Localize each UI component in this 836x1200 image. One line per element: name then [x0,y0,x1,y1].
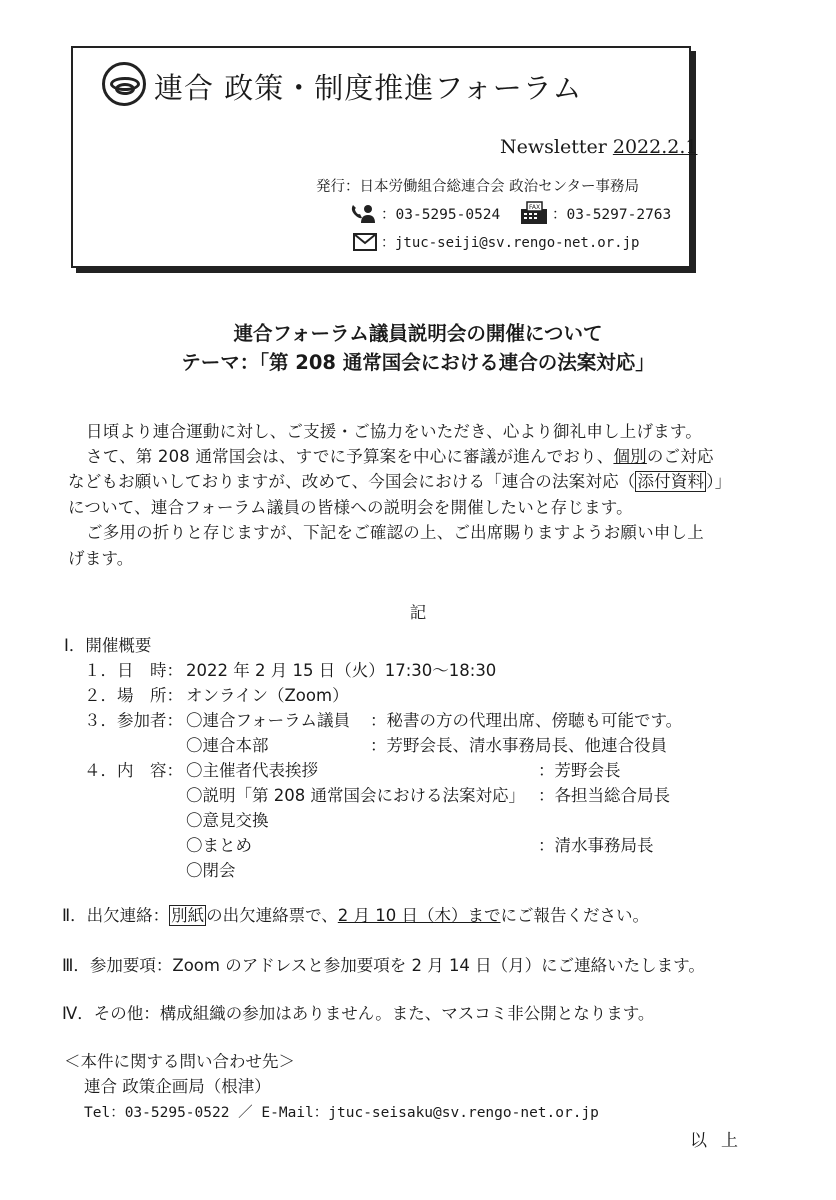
publisher: 発行：日本労働組合総連合会 政治センター事務局 [316,179,640,195]
content-row-2-speaker: ：各担当総合局長 [538,786,670,805]
section-2: Ⅱ．出欠連絡： 別紙 の出欠連絡票で、2 月 10 日（木）までにご報告ください。 [62,906,650,925]
item-participants-label: ３．参加者： [84,711,183,730]
participants-row-2-name: 〇連合本部 [186,736,269,755]
participants-row-2-note: ：芳野会長、清水事務局長、他連合役員 [370,736,667,755]
email-address: ：jtuc-seiji@sv.rengo-net.or.jp [381,235,640,251]
section-2-label: Ⅱ．出欠連絡： [62,906,170,925]
item-date-label: １．日 時： [84,661,183,680]
section-3-text: Zoom のアドレスと参加要項を 2 月 14 日（月）にご連絡いたします。 [172,956,705,975]
section-1-heading: Ⅰ．開催概要 [64,636,152,655]
newsletter-label: Newsletter [500,136,607,158]
phone-person-icon [350,202,376,224]
participants-row-1-name: 〇連合フォーラム議員 [186,711,351,730]
fax-number: ：03-5297-2763 [552,207,672,223]
item-place-value: オンライン（Zoom） [186,686,349,705]
request-line-1: ご多用の折りと存じますが、下記をご確認の上、ご出席賜りますようお願い申し上 [86,523,704,542]
attachment-boxed: 添付資料 [637,472,705,491]
svg-text:FAX: FAX [528,204,541,211]
section-3 [62,952,705,976]
intro-line-1: さて、第 208 通常国会は、すでに予算案を中心に審議が進んでおり、個別のご対応 [86,447,714,466]
section-4 [62,1000,654,1024]
section-4-text: 構成組織の参加はありません。また、マスコミ非公開となります。 [159,1004,655,1023]
content-row-4: 〇まとめ [186,836,252,855]
logo-icon [102,62,146,106]
document-theme: テーマ：「第 208 通常国会における連合の法案対応」 [181,351,655,374]
newsletter-date: 2022.2.1 [612,136,698,158]
request-line-2: げます。 [68,549,134,568]
participants-row-1-note: ：秘書の方の代理出席、傍聴も可能です。 [370,711,683,730]
document-title: 連合フォーラム議員説明会の開催について [233,322,603,345]
newsletter-issue [500,136,697,158]
item-content-label: ４．内 容： [84,761,183,780]
content-row-1-speaker: ：芳野会長 [538,761,621,780]
item-place-label: ２．場 所： [84,686,183,705]
content-row-2: 〇説明「第 208 通常国会における法案対応」 [186,786,525,805]
content-row-3: 〇意見交換 [186,811,269,830]
content-row-5: 〇閉会 [186,861,236,880]
deadline-underlined: 2 月 10 日（木）まで [337,906,501,925]
section-4-label: Ⅳ．その他： [62,1004,160,1023]
contact-heading: ＜本件に関する問い合わせ先＞ [64,1052,295,1071]
ki-heading: 記 [409,603,427,622]
greeting-paragraph: 日頃より連合運動に対し、ご支援・ご協力をいただき、心より御礼申し上げます。 [86,422,702,441]
mail-icon [353,233,377,251]
org-name: 連合 政策・制度推進フォーラム [154,71,583,105]
separate-sheet-boxed: 別紙 [171,906,205,925]
content-row-4-speaker: ：清水事務局長 [538,836,654,855]
item-date-value: 2022 年 2 月 15 日（火）17:30～18:30 [186,661,497,680]
closing-mark: 以上 [690,1131,752,1151]
contact-department: 連合 政策企画局（根津） [84,1077,271,1096]
fax-icon [520,201,548,225]
contact-line: Tel：03-5295-0522 ／ E-Mail：jtuc-seisaku@sv.rengo-net.or.jp [84,1105,599,1121]
content-row-1: 〇主催者代表挨拶 [186,761,318,780]
section-3-label: Ⅲ．参加要項： [62,956,173,975]
intro-line-3: について、連合フォーラム議員の皆様への説明会を開催したいと存じます。 [68,498,633,517]
phone-number: ：03-5295-0524 [381,207,501,223]
intro-line-2: などもお願いしておりますが、改めて、今国会における「連合の法案対応（ 添付資料 ）」 [68,472,732,491]
individual-response-underlined: 個別 [613,447,647,466]
